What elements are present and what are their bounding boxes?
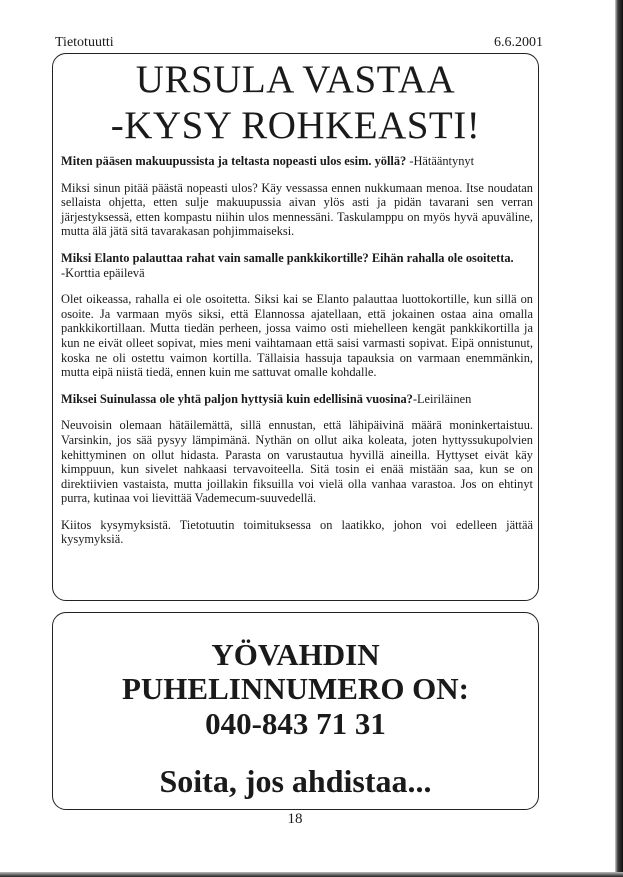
question-1-asker: -Hätääntynyt [406, 154, 475, 168]
question-2-text: Miksi Elanto palauttaa rahat vain samalle pankkikortille? Eihän rahalla ole osoitetta. [61, 250, 514, 265]
question-2-asker: -Korttia epäilevä [61, 265, 145, 280]
phone-number: 040-843 71 31 [205, 706, 386, 741]
closing-text: Kiitos kysymyksistä. Tietotuutin toimituksessa on laatikko, johon voi edelleen jättää kysymyksiä. [61, 517, 533, 547]
question-3-text: Miksei Suinulassa ole yhtä paljon hyttysiä kuin edellisinä vuosina? [61, 391, 413, 406]
question-1 [61, 154, 533, 169]
title-line-2: -KYSY ROHKEASTI! [110, 104, 481, 147]
question-1-text: Miten pääsen makuupussista ja teltasta nopeasti ulos esim. yöllä? [61, 154, 407, 168]
answer-2: Olet oikeassa, rahalla ei ole osoitetta. Siksi kai se Elanto palauttaa luottokortille, kun sillä on osoite. Ja varmaan myös siksi, että Elannossa ajatellaan, että jokainen ostaa aina omalla pankkikortillaan. Mutta tiedän perheen, jossa vaimo osti miehelleen kengät pankkikortilla ja kun ne eivät olleet sopivat, mies meni vaihtamaan että saisi varmasti sopivat. Eipä onnistunut, koska ne oli ostettu vaimon kortilla. Tällaisia hassuja tapauksia on varmaan enemmänkin, mutta eipä niistä tiedä, ennen kuin me sattuvat omalle kohdalle. [61, 292, 533, 380]
answer-1: Miksi sinun pitää päästä nopeasti ulos? Käy vessassa ennen nukkumaan menoa. Itse noudatan sellaista ohjetta, etten sulje makuupussia aivan ylös asti ja pidän tavarani sen verran järjestyksessä, etten kompastu niihin ulos mennessäni. Taskulamppu on myös hyvä apuväline, mutta älä jätä sitä tavarakasan pohjimmaiseksi. [61, 180, 533, 239]
question-2 [61, 251, 533, 280]
qa-content [61, 154, 533, 559]
box-line-1: YÖVAHDIN [211, 637, 380, 672]
page-number: 18 [287, 811, 303, 827]
call-prompt: Soita, jos ahdistaa... [159, 763, 432, 799]
question-3-asker: -Leiriläinen [412, 391, 472, 406]
title-line-1: URSULA VASTAA [135, 58, 456, 101]
scan-edge-right [615, 0, 623, 877]
answer-3: Neuvoisin olemaan hätäilemättä, sillä ennustan, että lähipäivinä määrä moninkertaistuu. Varsinkin, jos sää pysyy lämpimänä. Nythän on ollut aika koleata, joten hyttyssukupolvien kehittyminen on ollut hidasta. Parasta on varustautua hyvillä aineilla. Hyttyset eivät käy kimppuun, kun sivelet nahkaasi tervavoiteella. Sitä tosin ei enää mistään saa, kun se on direktiivien vastaista, mutta joillakin fiksuilla voi vielä olla vanhaa varastoa. Jos on ehtinyt purra, kutinaa voi lievittää Vademecum-suuvedellä. [61, 418, 533, 506]
box-line-2: PUHELINNUMERO ON: [121, 671, 470, 706]
question-3 [61, 392, 533, 407]
publication-name: Tietotuutti [55, 35, 114, 50]
publication-date: 6.6.2001 [494, 35, 543, 50]
scan-edge-bottom [0, 872, 623, 877]
